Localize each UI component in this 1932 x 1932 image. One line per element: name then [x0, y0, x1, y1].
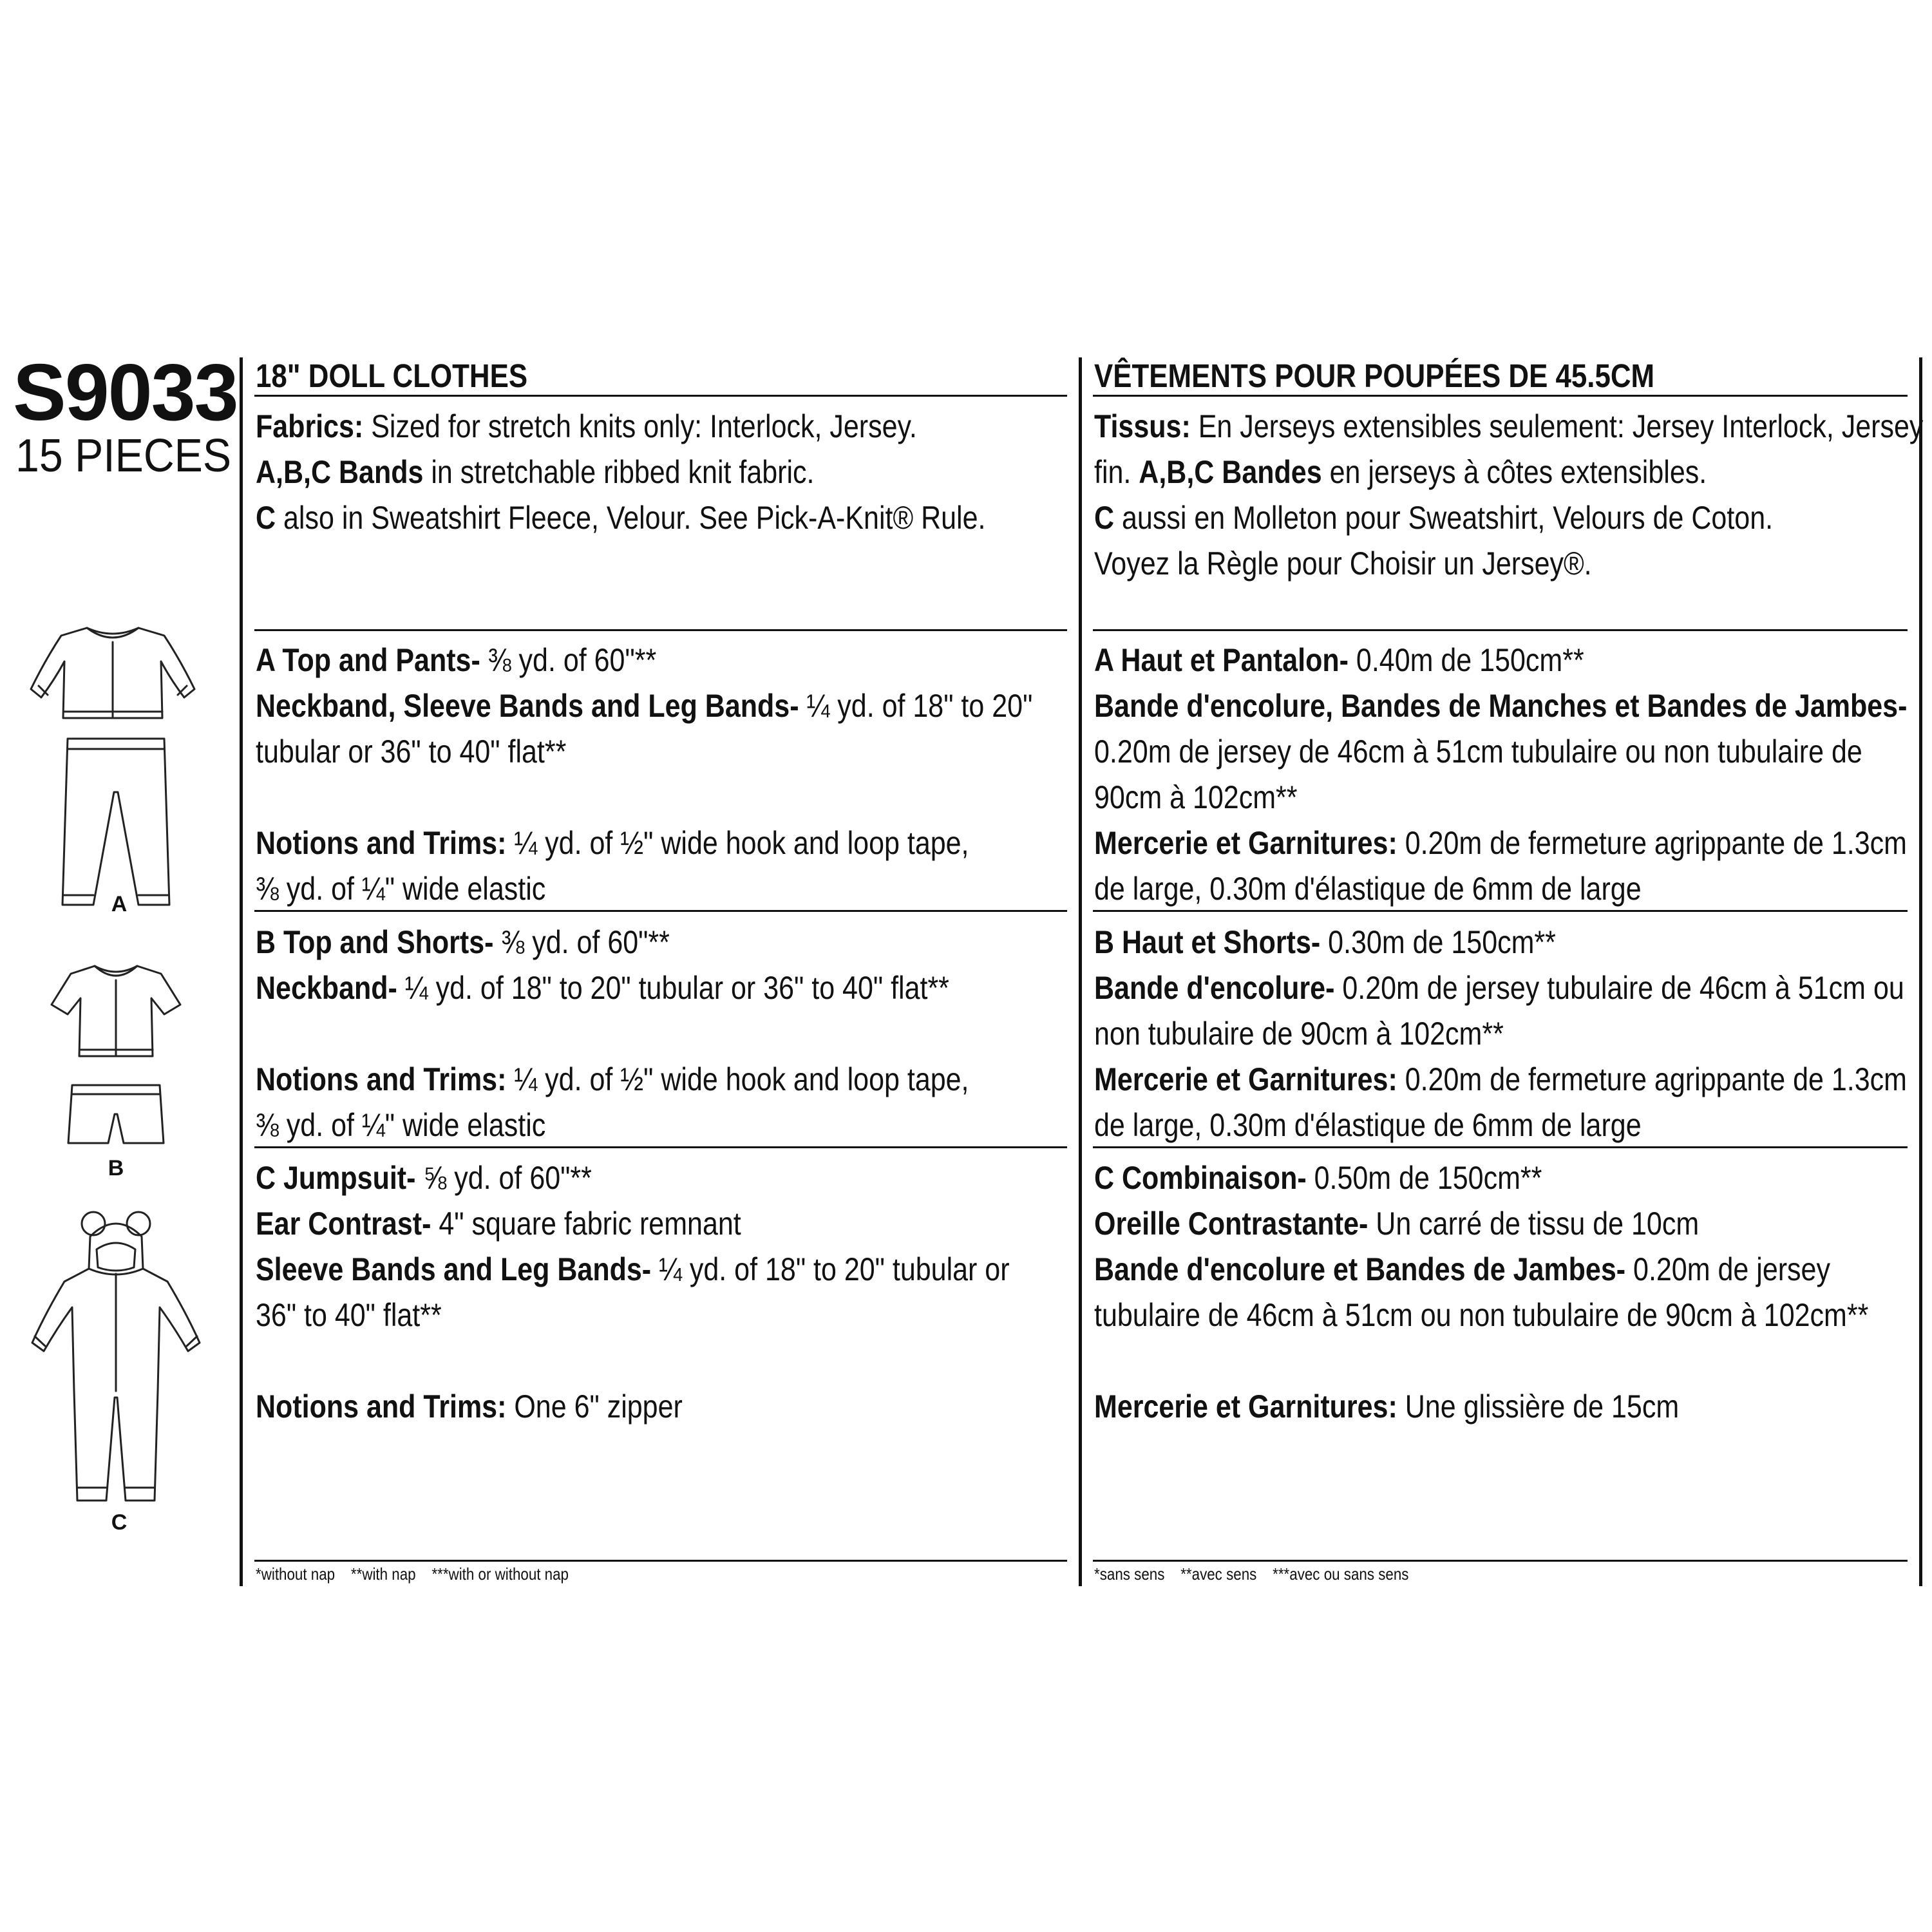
english-view-c: C Jumpsuit- ⅝ yd. of 60"** Ear Contrast- 4" square fabric remnant Sleeve Bands and Leg Bands- ¼ yd. of 18" to 20" tubular or 36" to 40" flat** Notions and Trims: One 6" zipper	[256, 1160, 1010, 1425]
english-view-b: B Top and Shorts- ⅜ yd. of 60"** Neckband- ¼ yd. of 18" to 20" tubular or 36" to 40" flat** Notions and Trims: ¼ yd. of ½" wide hook and loop tape, ⅜ yd. of ¼" wide elastic	[256, 924, 969, 1143]
left-divider	[240, 357, 243, 1586]
view-b-label: B	[108, 1156, 124, 1180]
rule-c-en	[254, 1560, 1067, 1562]
view-a-label: A	[111, 892, 128, 916]
french-footnote: *sans sens **avec sens ***avec ou sans sens	[1094, 1564, 1409, 1584]
view-b-shorts-icon	[64, 1079, 167, 1150]
english-fabrics: Fabrics: Sized for stretch knits only: Interlock, Jersey. A,B,C Bands in stretchable ribbed knit fabric. C also in Sweatshirt Fleece, Velour. See Pick-A-Knit® Rule.	[256, 408, 986, 536]
view-a-top-icon	[26, 621, 200, 724]
english-title: 18" DOLL CLOTHES	[256, 357, 528, 394]
piece-count: 15 PIECES	[15, 430, 232, 482]
english-view-a: A Top and Pants- ⅜ yd. of 60"** Neckband, Sleeve Bands and Leg Bands- ¼ yd. of 18" to 20" tubular or 36" to 40" flat** Notions and Trims: ¼ yd. of ½" wide hook and loop tape, ⅜ yd. of ¼" wide elastic	[256, 642, 1033, 907]
french-fabrics: Tissus: En Jerseys extensibles seulement: Jersey Interlock, Jersey fin. A,B,C Bandes en jerseys à côtes extensibles. C aussi en Molleton pour Sweatshirt, Velours de Coton. Voyez la Règle pour Choisir un Jersey®.	[1094, 408, 1924, 582]
rule-fabrics-en	[254, 629, 1067, 631]
rule-title-en	[254, 395, 1067, 397]
french-title: VÊTEMENTS POUR POUPÉES DE 45.5CM	[1094, 357, 1655, 394]
french-view-b: B Haut et Shorts- 0.30m de 150cm** Bande d'encolure- 0.20m de jersey tubulaire de 46cm à 51cm ou non tubulaire de 90cm à 102cm** Mercerie et Garnitures: 0.20m de fermeture agrippante de 1.3cm de large, 0.30m d'élastique de 6mm de large	[1094, 924, 1907, 1143]
rule-fabrics-fr	[1093, 629, 1908, 631]
english-footnote: *without nap **with nap ***with or without nap	[256, 1564, 569, 1584]
rule-c-fr	[1093, 1560, 1908, 1562]
center-divider	[1079, 357, 1082, 1586]
view-b-top-icon	[48, 960, 184, 1063]
view-c-label: C	[111, 1510, 128, 1535]
view-a-pants-icon	[55, 731, 177, 911]
rule-title-fr	[1093, 395, 1908, 397]
view-c-jumpsuit-icon	[26, 1204, 206, 1513]
french-view-c: C Combinaison- 0.50m de 150cm** Oreille Contrastante- Un carré de tissu de 10cm Bande d'encolure et Bandes de Jambes- 0.20m de jersey tubulaire de 46cm à 51cm ou non tubulaire de 90cm à 102cm** Mercerie et Garnitures: Une glissière de 15cm	[1094, 1160, 1869, 1425]
french-view-a: A Haut et Pantalon- 0.40m de 150cm** Bande d'encolure, Bandes de Manches et Bandes de Jambes- 0.20m de jersey de 46cm à 51cm tubulaire ou non tubulaire de 90cm à 102cm** Mercerie et Garnitures: 0.20m de fermeture agrippante de 1.3cm de large, 0.30m d'élastique de 6mm de large	[1094, 642, 1908, 907]
pattern-number: S9033	[13, 348, 238, 437]
